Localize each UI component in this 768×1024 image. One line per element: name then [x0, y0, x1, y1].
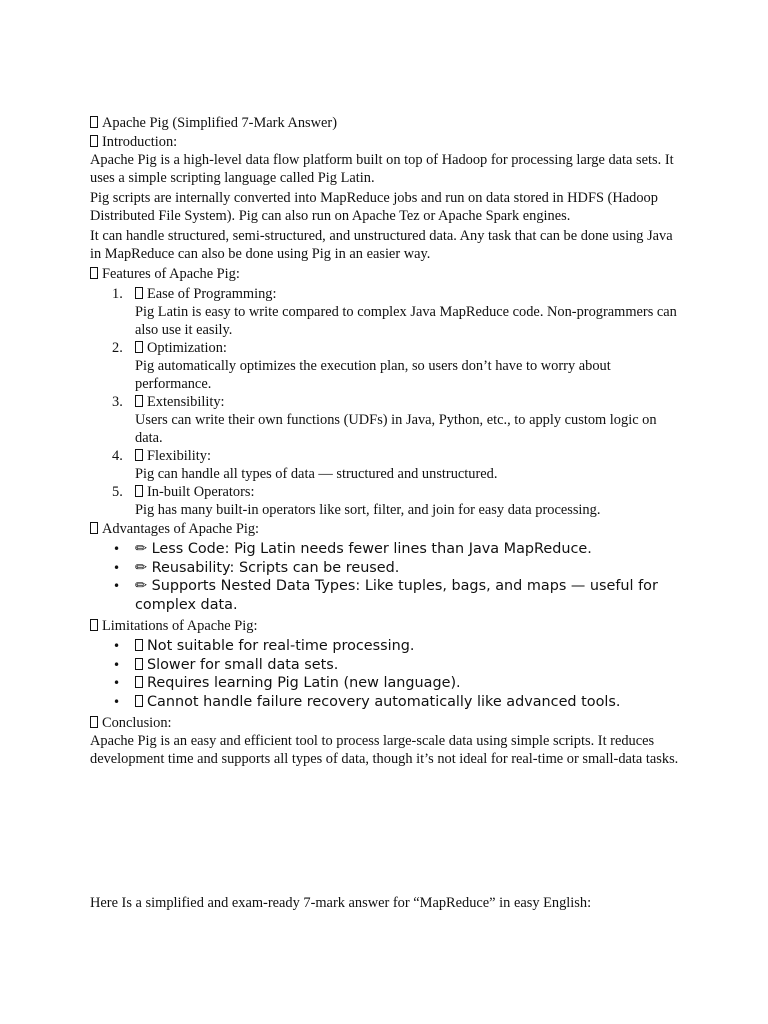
missing-glyph-icon: [135, 639, 143, 651]
document-title: Apache Pig (Simplified 7-Mark Answer): [90, 114, 680, 132]
list-number: 1.: [112, 286, 123, 302]
missing-glyph-icon: [90, 267, 98, 279]
missing-glyph-icon: [90, 116, 98, 128]
list-item: [90, 447, 680, 483]
feature-description: Pig Latin is easy to write compared to complex Java MapReduce code. Non-programmers can also use it easily.: [135, 304, 677, 338]
missing-glyph-icon: [135, 676, 143, 688]
bullet-icon: •: [113, 694, 121, 709]
feature-title: Ease of Programming:: [135, 285, 680, 303]
bullet-icon: •: [113, 676, 121, 690]
missing-glyph-icon: [90, 522, 98, 534]
features-list: [90, 285, 680, 519]
intro-paragraph: It can handle structured, semi-structured, and unstructured data. Any task that can be done using Java in MapReduce can also be done using Pig in an easier way.: [90, 228, 673, 262]
missing-glyph-icon: [90, 716, 98, 728]
list-item: • Not suitable for real-time processing.: [113, 638, 415, 654]
missing-glyph-icon: [135, 695, 143, 707]
list-item: • ✏ Supports Nested Data Types: Like tuples, bags, and maps — useful for complex data.: [113, 578, 658, 613]
list-item: [90, 483, 680, 519]
advantages-heading: Advantages of Apache Pig:: [90, 520, 680, 538]
missing-glyph-icon: [135, 287, 143, 299]
feature-description: Pig has many built-in operators like sort, filter, and join for easy data processing.: [135, 502, 601, 518]
list-item: • Slower for small data sets.: [113, 656, 339, 673]
missing-glyph-icon: [135, 658, 143, 670]
mapreduce-intro-line: Here Is a simplified and exam-ready 7-mark answer for “MapReduce” in easy English:: [90, 895, 592, 912]
feature-title: Flexibility:: [135, 447, 680, 465]
list-number: 2.: [112, 340, 123, 356]
list-item: • ✏ Reusability: Scripts can be reused.: [113, 559, 400, 576]
intro-paragraph: Pig scripts are internally converted into MapReduce jobs and run on data stored in HDFS (Hadoop Distributed File System). Pig can also run on Apache Tez or Apache Spark engines.: [90, 190, 658, 224]
features-heading: Features of Apache Pig:: [90, 265, 680, 283]
list-item: • Cannot handle failure recovery automatically like advanced tools.: [113, 693, 621, 710]
missing-glyph-icon: [135, 485, 143, 497]
list-item: [90, 393, 680, 447]
feature-title: Extensibility:: [135, 393, 680, 411]
list-item: • Requires learning Pig Latin (new language).: [113, 675, 461, 691]
missing-glyph-icon: [135, 449, 143, 461]
bullet-icon: •: [113, 560, 121, 575]
list-item: • ✏ Less Code: Pig Latin needs fewer lines than Java MapReduce.: [113, 541, 592, 557]
conclusion-paragraph: Apache Pig is an easy and efficient tool to process large-scale data using simple scripts. It reduces development time and supports all types of data, though it’s not ideal for real-time or small-data tasks.: [90, 733, 679, 767]
missing-glyph-icon: [135, 341, 143, 353]
bullet-icon: •: [113, 657, 121, 672]
feature-title: In-built Operators:: [135, 483, 680, 501]
document-body: [90, 114, 680, 770]
bullet-icon: •: [113, 579, 121, 593]
missing-glyph-icon: [90, 135, 98, 147]
intro-paragraph: Apache Pig is a high-level data flow platform built on top of Hadoop for processing large data sets. It uses a simple scripting language called Pig Latin.: [90, 152, 674, 186]
list-item: [90, 285, 680, 339]
feature-description: Pig automatically optimizes the execution plan, so users don’t have to worry about performance.: [135, 358, 611, 392]
feature-description: Pig can handle all types of data — structured and unstructured.: [135, 466, 498, 482]
advantages-list: [90, 540, 680, 614]
limitations-heading: Limitations of Apache Pig:: [90, 617, 680, 635]
bullet-icon: •: [113, 639, 121, 653]
missing-glyph-icon: [135, 395, 143, 407]
list-number: 5.: [112, 484, 123, 500]
feature-description: Users can write their own functions (UDFs) in Java, Python, etc., to apply custom logic on data.: [135, 412, 657, 446]
bullet-icon: •: [113, 542, 121, 556]
intro-heading: Introduction:: [90, 133, 680, 151]
list-number: 3.: [112, 394, 123, 410]
conclusion-heading: Conclusion:: [90, 714, 680, 732]
limitations-list: [90, 637, 680, 711]
list-number: 4.: [112, 448, 123, 464]
missing-glyph-icon: [90, 619, 98, 631]
feature-title: Optimization:: [135, 339, 680, 357]
list-item: [90, 339, 680, 393]
